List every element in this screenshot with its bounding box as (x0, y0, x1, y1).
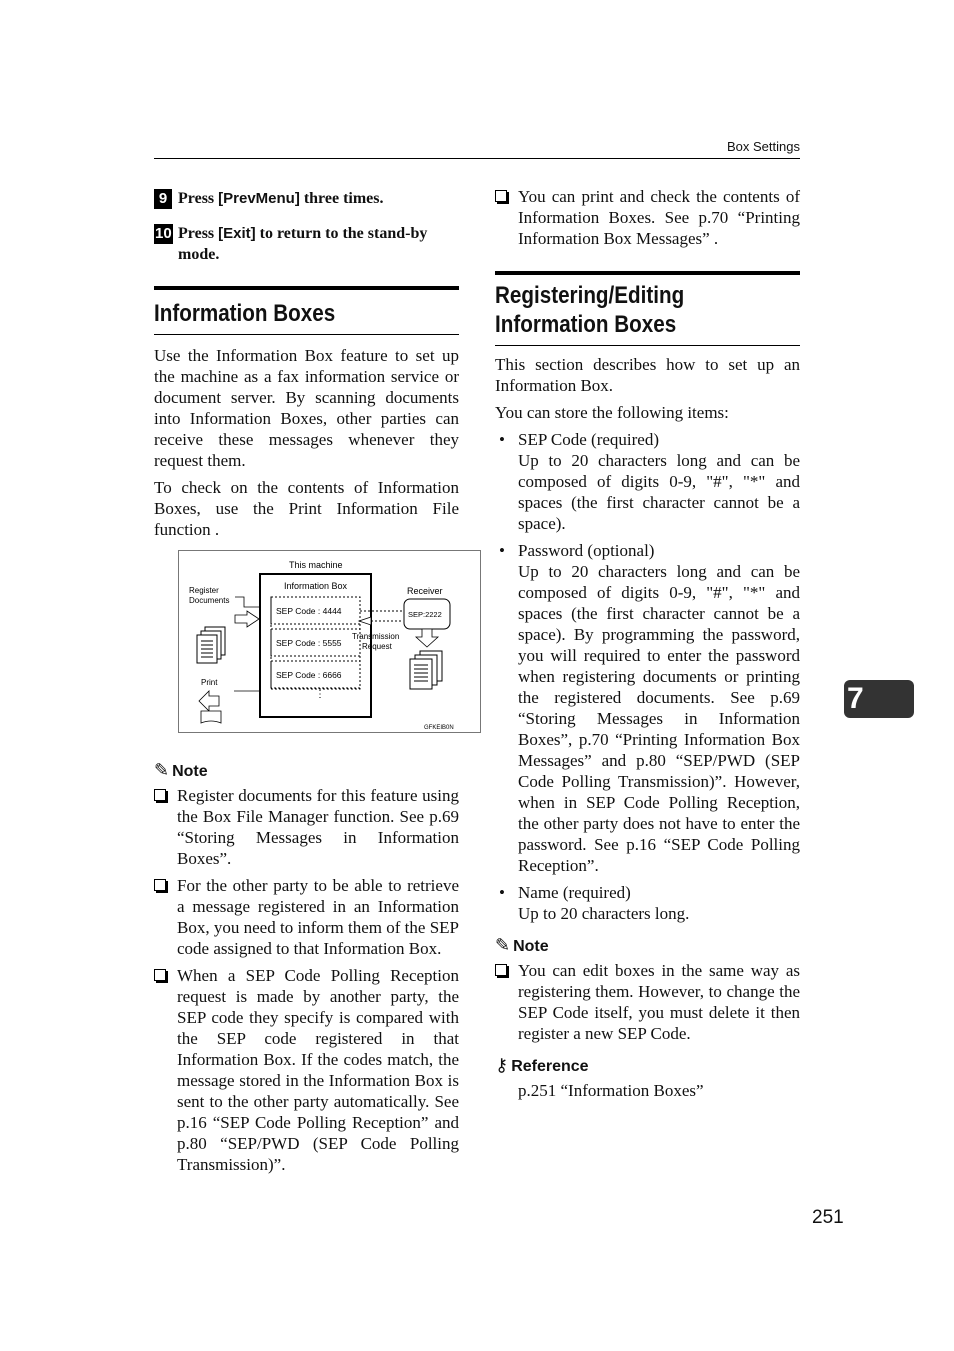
this-machine-label: This machine (289, 560, 343, 570)
figure-code: GFKEIB0N (424, 725, 454, 731)
information-box-label: Information Box (284, 581, 348, 591)
chapter-tab: 7 (844, 680, 914, 718)
step-text-post: to return to the stand-by mode. (178, 225, 428, 263)
step-text-pre: Press (178, 190, 219, 207)
checkbox-bullet-icon (154, 879, 166, 891)
list-item-label: Name (required) (518, 883, 631, 902)
received-documents-icon (410, 651, 442, 689)
print-check-item (495, 186, 800, 249)
list-item-password (495, 540, 800, 876)
print-check-text: You can print and check the contents of Information Boxes. See p.70 “Printing Information Box Messages” . (518, 187, 800, 248)
step-text-pre: Press (178, 225, 219, 242)
printed-page-icon (201, 711, 221, 723)
transmission-label: Transmission (352, 632, 400, 641)
note-item-text: You can edit boxes in the same way as registering them. However, to change the SEP Code itself, you must delete it then register a new SEP Code. (518, 961, 800, 1043)
sep-code-6666: SEP Code : 6666 (276, 670, 342, 680)
step-text-post: three times. (299, 190, 384, 207)
step-number-badge: 9 (154, 189, 172, 209)
list-item-label: SEP Code (required) (518, 430, 660, 449)
note-label: Note (513, 938, 549, 955)
pencil-note-icon: ✎ (495, 935, 511, 956)
list-item-name (495, 882, 800, 924)
note-item (154, 875, 459, 959)
checkbox-bullet-icon (154, 969, 166, 981)
note-item (154, 785, 459, 869)
request-arrowhead (359, 617, 371, 625)
checkbox-bullet-icon (154, 789, 166, 801)
page-number: 251 (812, 1207, 844, 1228)
note-item (495, 960, 800, 1044)
running-head: Box Settings (727, 139, 800, 154)
checkbox-bullet-icon (495, 964, 507, 976)
note-item-text: When a SEP Code Polling Reception request is made by another party, the SEP code they specify is compared with the SEP code registered in that Information Box. If the codes match, the message stored in the Information Box is sent to the other party automatically. See p.16 “SEP Code Polling Reception” and p.80 “SEP/PWD (SEP Code Polling Transmission)”. (177, 966, 459, 1174)
register-label-2: Documents (189, 596, 230, 605)
note-item (154, 965, 459, 1175)
list-item-text: Up to 20 characters long and can be composed of digits 0-9, "#", "*" and spaces (the first character cannot be a space). By programming the password, you will required to enter the password when registering documents or printing the registered documents. See p.69 “Storing Messages in Information Boxes”, p.70 “Printing Information Box Messages” and p.80 “SEP/PWD (SEP Code Polling Transmission)”. However, when in SEP Code Polling Reception, the other party does not have to enter the password. See p.16 “SEP Code Polling Reception”. (518, 562, 800, 875)
section-title-line1: Registering/Editing (495, 282, 685, 309)
receiver-label: Receiver (407, 586, 443, 596)
step-9 (154, 188, 459, 209)
receive-arrow (416, 629, 438, 647)
reference-link[interactable]: p.251 “Information Boxes” (518, 1081, 704, 1100)
information-box-diagram (178, 550, 481, 733)
body-paragraph: This section describes how to set up an Information Box. (495, 355, 800, 395)
list-item-label: Password (optional) (518, 541, 655, 560)
list-item-text: Up to 20 characters long. (518, 904, 690, 923)
print-arrow (199, 691, 219, 711)
bullet-dot-icon: • (499, 883, 505, 902)
section-title-line2: Information Boxes (495, 311, 677, 338)
bullet-dot-icon: • (499, 541, 505, 560)
step-number-badge: 10 (155, 225, 172, 242)
more-dots: ⋮ (315, 689, 325, 700)
sep-code-4444: SEP Code : 4444 (276, 606, 342, 616)
body-paragraph: You can store the following items: (495, 403, 729, 422)
pencil-note-icon: ✎ (154, 760, 170, 781)
request-label: Request (362, 642, 392, 651)
section-heading-information-boxes (154, 286, 459, 335)
register-connector (235, 597, 261, 607)
prevmenu-key-label: [PrevMenu] (218, 190, 300, 207)
reference-label: Reference (511, 1058, 589, 1075)
document-stack-icon (197, 627, 225, 663)
bullet-dot-icon: • (499, 430, 505, 449)
reference-heading (495, 1056, 800, 1077)
checkbox-bullet-icon (495, 190, 507, 202)
note-item-text: For the other party to be able to retrieve a message registered in an Information Box, you need to inform them of the SEP code assigned to that Information Box. (177, 876, 459, 958)
list-item-sep-code (495, 429, 800, 534)
register-arrow (235, 611, 259, 627)
body-paragraph: Use the Information Box feature to set up the machine as a fax information service or document server. By scanning documents into Information Boxes, other parties can receive these messages whenever they request them. (154, 346, 459, 470)
step-10 (154, 223, 459, 265)
register-label-1: Register (189, 586, 219, 595)
note-item-text: Register documents for this feature using the Box File Manager function. See p.69 “Storing Messages in Information Boxes”. (177, 786, 459, 868)
list-item-text: Up to 20 characters long and can be composed of digits 0-9, "#", "*" and spaces (the first character cannot be a space). (518, 451, 800, 533)
receiver-sep-label: SEP:2222 (408, 610, 442, 619)
left-column (154, 188, 459, 1181)
section-heading-registering (495, 271, 800, 346)
exit-key-label: [Exit] (218, 225, 256, 242)
body-paragraph: To check on the contents of Information Boxes, use the Print Information File function . (154, 478, 459, 539)
note-label: Note (172, 763, 208, 780)
sep-code-5555: SEP Code : 5555 (276, 638, 342, 648)
section-title: Information Boxes (154, 300, 336, 327)
note-heading-left (154, 761, 459, 782)
print-label: Print (201, 678, 218, 687)
header-rule (154, 158, 800, 159)
key-reference-icon: ⚷ (495, 1055, 509, 1076)
note-heading-right (495, 936, 800, 957)
right-column (495, 186, 800, 1101)
